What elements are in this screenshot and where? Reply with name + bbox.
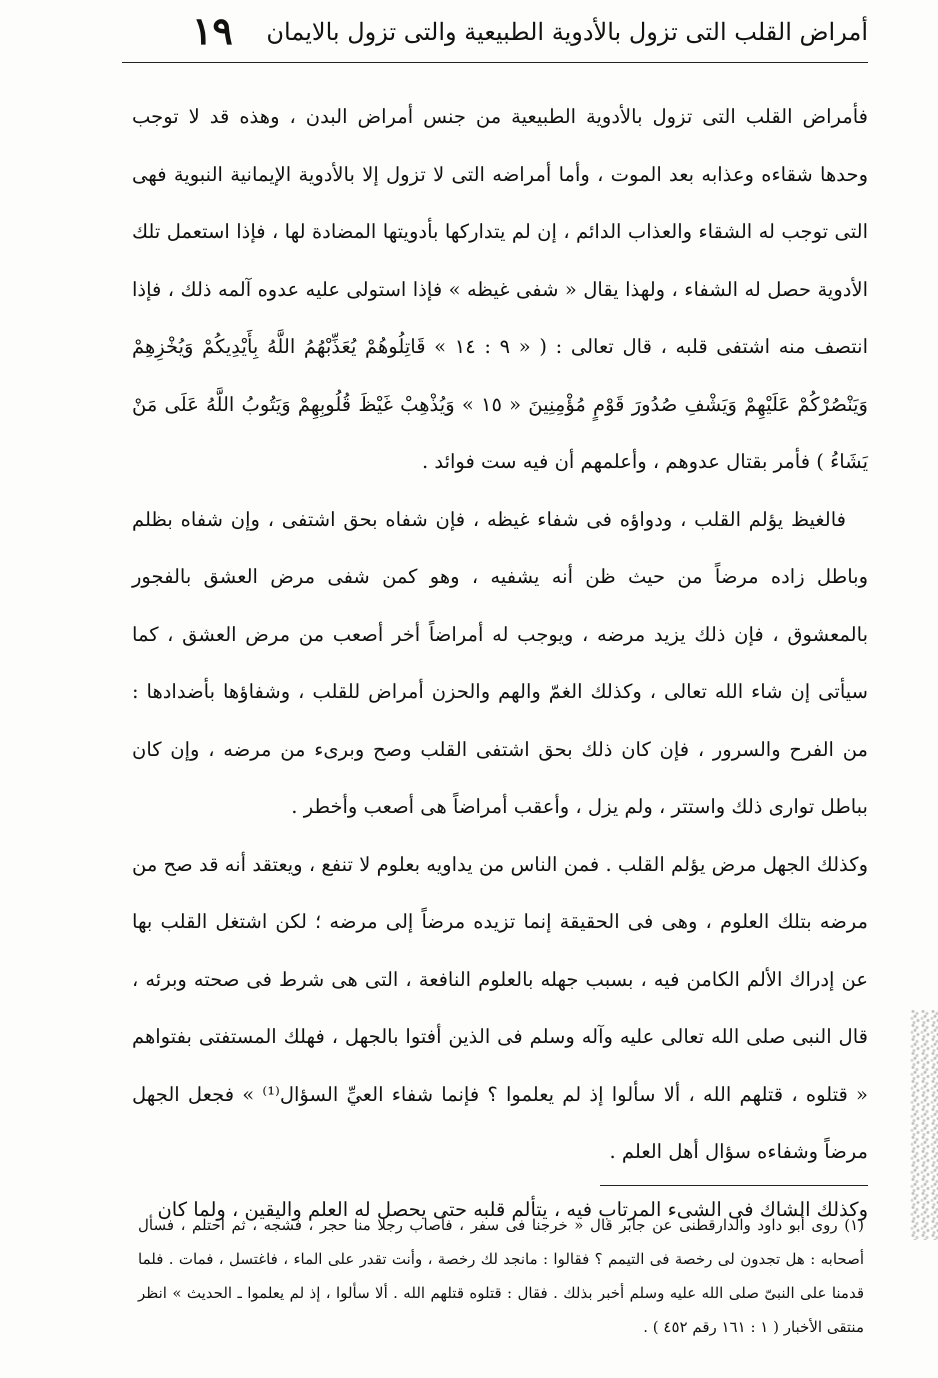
scan-edge-noise	[910, 1010, 938, 1240]
paragraph-3: وكذلك الجهل مرض يؤلم القلب . فمن الناس من يداويه بعلوم لا تنفع ، ويعتقد أنه قد صح من مرضه بتلك العلوم ، وهى فى الحقيقة إنما تزيده مرضاً إلى مرضه ؛ لكن اشتغل القلب بها عن إدراك الألم الكامن فيه ، بسبب جهله بالعلوم النافعة ، التى هى شرط فى صحته وبرئه ، قال النبى صلى الله تعالى عليه وآله وسلم فى الذين أفتوا بالجهل ، فهلك المستفتى بفتواهم « قتلوه ، قتلهم الله ، ألا سألوا إذ لم يعلموا ؟ فإنما شفاء العيِّ السؤال⁽¹⁾ » فجعل الجهل مرضاً وشفاءه سؤال أهل العلم .	[132, 852, 868, 1163]
footnote-1: (١) روى أبو داود والدارقطنى عن جابر قال « خرجنا فى سفر ، فأصاب رجلا منا حجر ، فشجه ، ثم احتلم ، فسأل أصحابه : هل تجدون لى رخصة فى التيمم ؟ فقالوا : مانجد لك رخصة ، وأنت تقدر على الماء ، فاغتسل ، فمات . فلما قدمنا على النبىّ صلى الله عليه وسلم أخبر بذلك . فقال : قتلوه قتلهم الله . ألا سألوا ، إذ لم يعلموا ـ الحديث » انظر منتقى الأخبار ( ١ : ١٦١ رقم ٤٥٢ ) .	[138, 1216, 864, 1336]
page-number: ١٩	[192, 8, 233, 53]
header-divider	[122, 62, 868, 63]
paragraph-2: فالغيظ يؤلم القلب ، ودواؤه فى شفاء غيظه ، فإن شفاه بحق اشتفى ، وإن شفاه بظلم وباطل زاده مرضاً من حيث ظن أنه يشفيه ، وهو كمن شفى مرض العشق بالفجور بالمعشوق ، فإن ذلك يزيد مرضه ، ويوجب له أمراضاً أخر أصعب من مرض العشق ، كما سيأتى إن شاء الله تعالى ، وكذلك الغمّ والهم والحزن أمراض للقلب ، وشفاؤها بأضدادها : من الفرح والسرور ، فإن كان ذلك بحق اشتفى القلب وصح وبرىء من مرضه ، وإن كان بباطل توارى ذلك واستتر ، ولم يزل ، وأعقب أمراضاً هى أصعب وأخطر .	[132, 507, 868, 818]
running-header	[122, 6, 868, 58]
header-title: أمراض القلب التى تزول بالأدوية الطبيعية والتى تزول بالايمان	[266, 18, 868, 46]
footnotes	[138, 1208, 864, 1344]
body-text	[132, 88, 868, 1238]
footnote-divider	[600, 1185, 868, 1186]
paragraph-1: فأمراض القلب التى تزول بالأدوية الطبيعية من جنس أمراض البدن ، وهذه قد لا توجب وحدها شقاءه وعذابه بعد الموت ، وأما أمراضه التى لا تزول إلا بالأدوية الإيمانية النبوية فهى التى توجب له الشقاء والعذاب الدائم ، إن لم يتدارکها بأدويتها المضادة لها ، فإذا استعمل تلك الأدوية حصل له الشفاء ، ولهذا يقال « شفى غيظه » فإذا استولى عليه عدوه آلمه ذلك ، فإذا انتصف منه اشتفى قلبه ، قال تعالى : ( « ٩ : ١٤ » قَاتِلُوهُمْ يُعَذِّبْهُمُ اللَّهُ بِأَيْدِيكُمْ وَيُخْزِهِمْ وَيَنْصُرْكُمْ عَلَيْهِمْ وَيَشْفِ صُدُورَ قَوْمٍ مُؤْمِنِينَ « ١٥ » وَيُذْهِبْ غَيْظَ قُلُوبِهِمْ وَيَتُوبُ اللَّهُ عَلَى مَنْ يَشَاءُ ) فأمر بقتال عدوهم ، وأعلمهم أن فيه ست فوائد .	[132, 105, 868, 473]
paragraph-4: وكذلك الشاك فى الشىء المرتاب فيه ، يتألم قلبه حتى يحصل له العلم واليقين ، ولما كان	[157, 1197, 868, 1221]
